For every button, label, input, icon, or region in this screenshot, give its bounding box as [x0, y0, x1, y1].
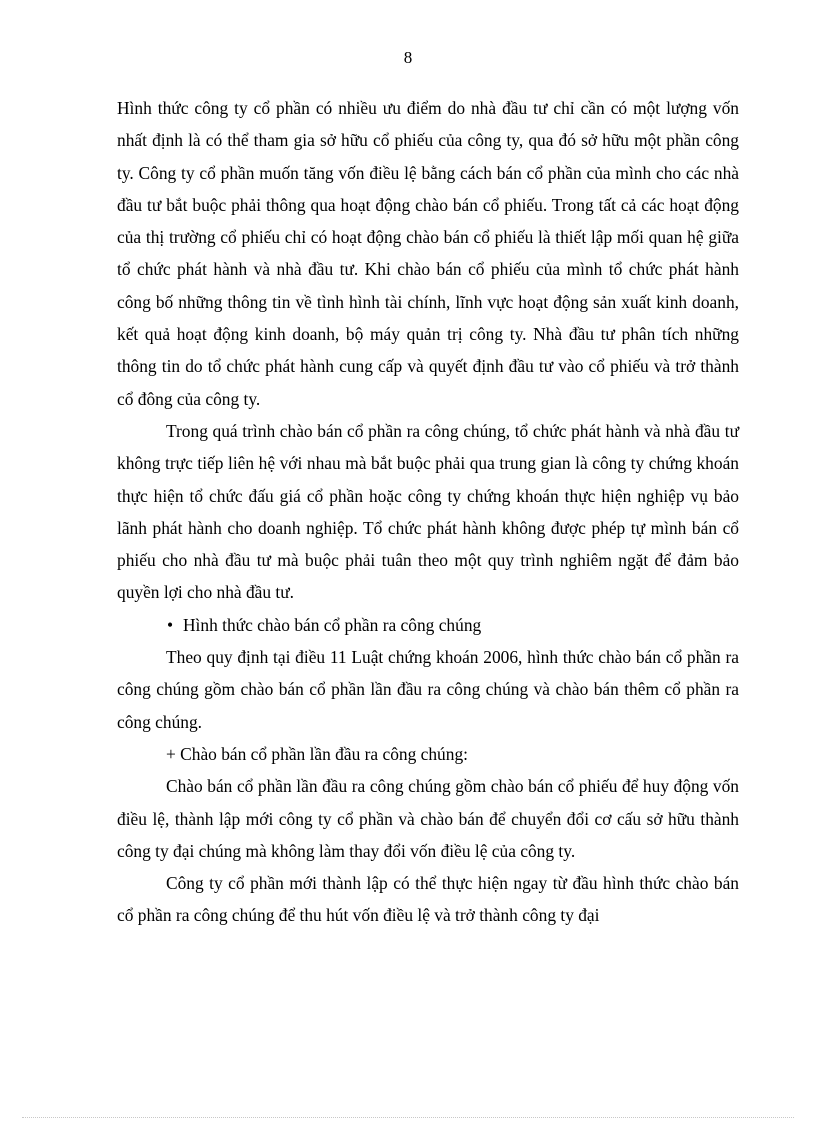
paragraph-initial-offering: Chào bán cổ phần lần đầu ra công chúng gồm chào bán cổ phiếu để huy động vốn điều lệ, thành lập mới công ty cổ phần và chào bán để chuyển đổi cơ cấu sở hữu thành công ty đại chúng mà không làm thay đổi vốn điều lệ của công ty. [117, 776, 739, 861]
paragraph-offering-process: Trong quá trình chào bán cổ phần ra công chúng, tổ chức phát hành và nhà đầu tư không trực tiếp liên hệ với nhau mà bắt buộc phải qua trung gian là công ty chứng khoán thực hiện tổ chức đấu giá cổ phần hoặc công ty chứng khoán thực hiện nghiệp vụ bảo lãnh phát hành cho doanh nghiệp. Tổ chức phát hành không được phép tự mình bán cổ phiếu cho nhà đầu tư mà buộc phải tuân theo một quy trình nghiêm ngặt để đảm bảo quyền lợi cho nhà đầu tư. [117, 420, 739, 603]
bullet-item [117, 609, 739, 641]
bullet-dot-icon: • [167, 614, 174, 635]
document-body [117, 92, 739, 932]
bullet-heading: Hình thức chào bán cổ phần ra công chúng [183, 614, 482, 635]
page-number: 8 [403, 48, 413, 67]
paragraph-legal-basis: Theo quy định tại điều 11 Luật chứng khoán 2006, hình thức chào bán cổ phần ra công chúng gồm chào bán cổ phần lần đầu ra công chúng và chào bán thêm cổ phần ra công chúng. [117, 647, 739, 732]
paragraph-ownership-advantages: Hình thức công ty cổ phần có nhiều ưu điểm do nhà đầu tư chỉ cần có một lượng vốn nhất định là có thể tham gia sở hữu cổ phiếu của công ty, qua đó sở hữu một phần công ty. Công ty cổ phần muốn tăng vốn điều lệ bằng cách bán cổ phần của mình cho các nhà đầu tư bắt buộc phải thông qua hoạt động chào bán cổ phiếu. Trong tất cả các hoạt động của thị trường cổ phiếu chỉ có hoạt động chào bán cổ phiếu là thiết lập mối quan hệ giữa tổ chức phát hành và nhà đầu tư. Khi chào bán cổ phiếu của mình tổ chức phát hành công bố những thông tin về tình hình tài chính, lĩnh vực hoạt động sản xuất kinh doanh, kết quả hoạt động kinh doanh, bộ máy quản trị công ty. Nhà đầu tư phân tích những thông tin do tổ chức phát hành cung cấp và quyết định đầu tư vào cổ phiếu và trở thành cổ đông của công ty. [117, 98, 739, 409]
paragraph-new-company: Công ty cổ phần mới thành lập có thể thực hiện ngay từ đầu hình thức chào bán cổ phần ra công chúng để thu hút vốn điều lệ và trở thành công ty đại [117, 873, 739, 926]
subheading-initial-offering: + Chào bán cổ phần lần đầu ra công chúng: [166, 743, 468, 764]
page-bottom-divider [22, 1117, 794, 1118]
